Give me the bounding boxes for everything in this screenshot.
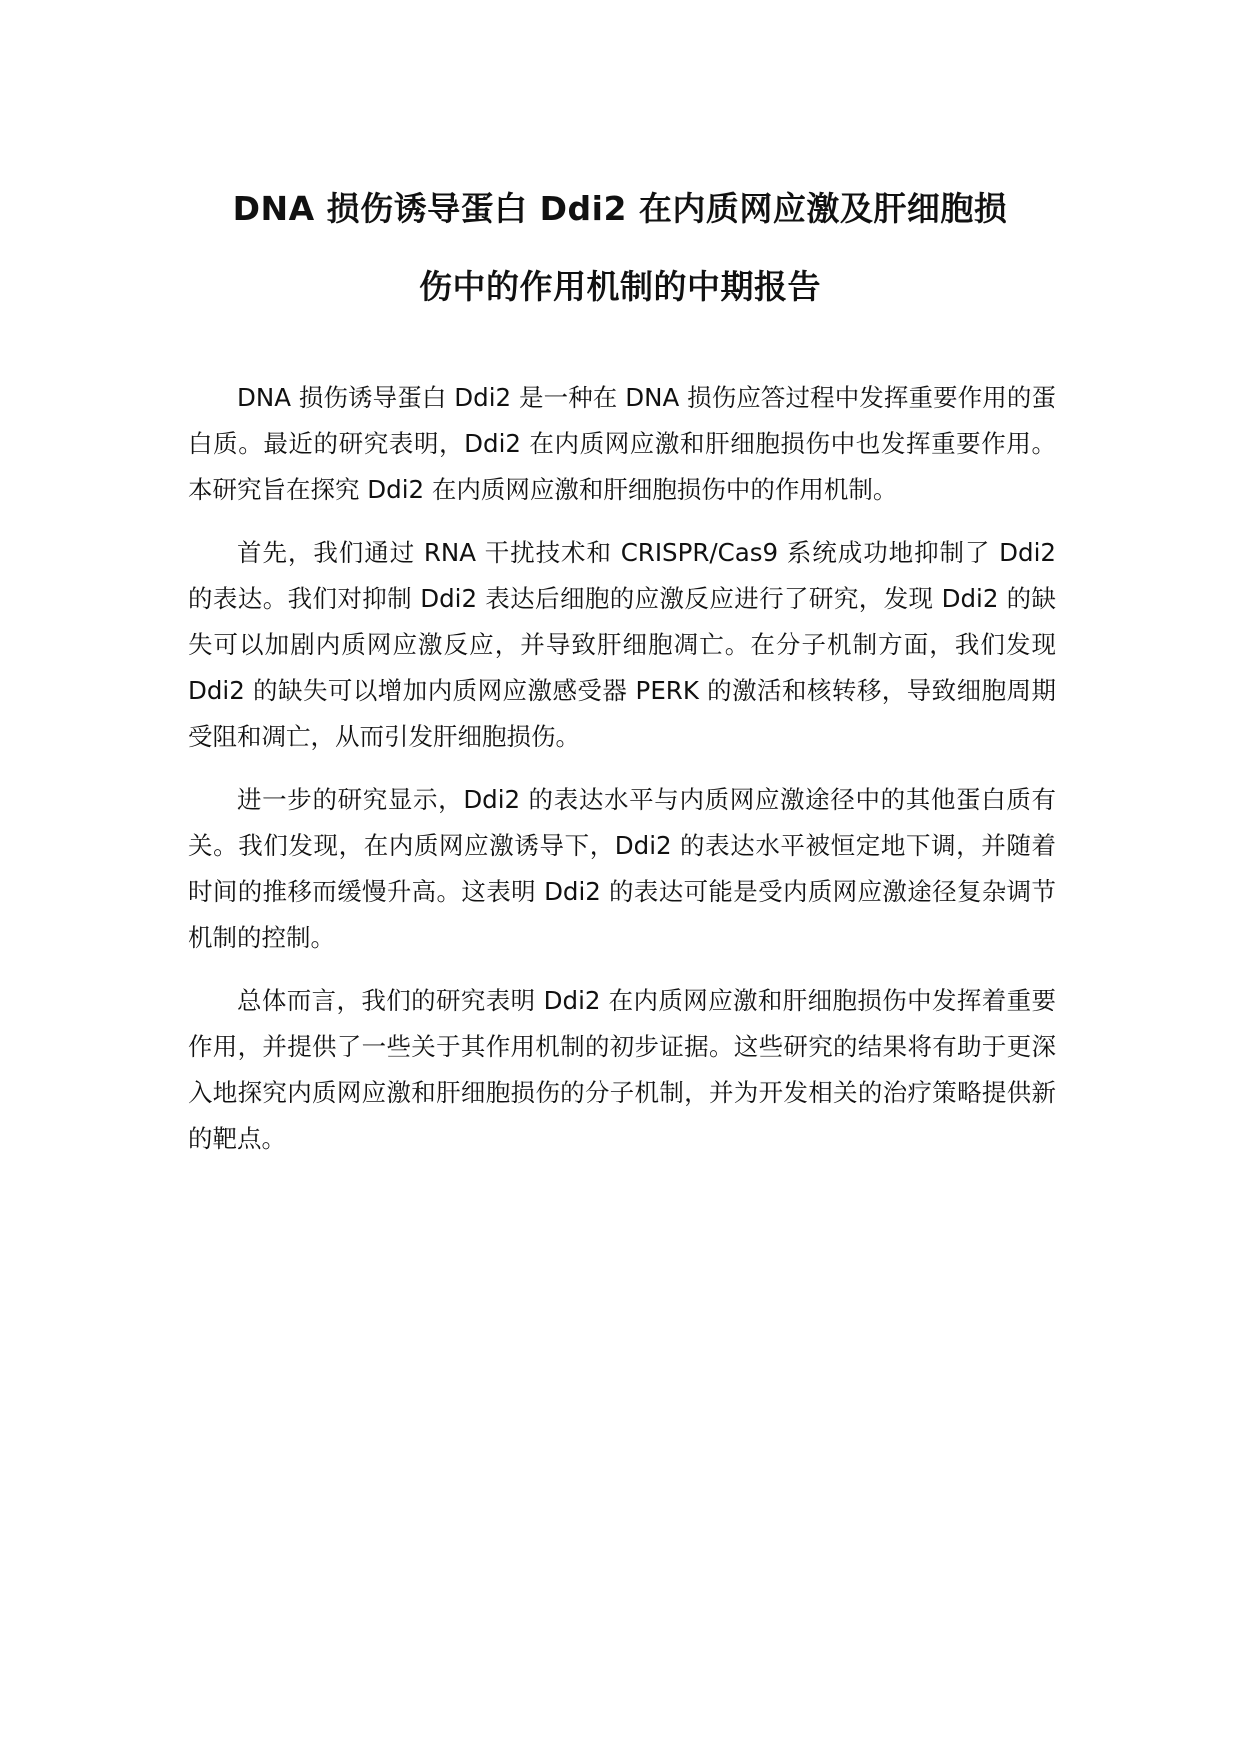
document-title: [190, 170, 1050, 326]
paragraph-conclusion: 总体而言，我们的研究表明 Ddi2 在内质网应激和肝细胞损伤中发挥着重要作用，并提供了一些关于其作用机制的初步证据。这些研究的结果将有助于更深入地探究内质网应激和肝细胞损伤的分子机制，并为开发相关的治疗策略提供新的靶点。: [188, 986, 1056, 1153]
document-body: [188, 375, 1056, 1179]
paragraph-findings: 进一步的研究显示，Ddi2 的表达水平与内质网应激途径中的其他蛋白质有关。我们发现，在内质网应激诱导下，Ddi2 的表达水平被恒定地下调，并随着时间的推移而缓慢升高。这表明 Ddi2 的表达可能是受内质网应激途径复杂调节机制的控制。: [188, 785, 1056, 952]
paragraph-intro: DNA 损伤诱导蛋白 Ddi2 是一种在 DNA 损伤应答过程中发挥重要作用的蛋白质。最近的研究表明，Ddi2 在内质网应激和肝细胞损伤中也发挥重要作用。本研究旨在探究 Ddi2 在内质网应激和肝细胞损伤中的作用机制。: [188, 383, 1056, 504]
title-line-2: 伤中的作用机制的中期报告: [419, 267, 821, 306]
paragraph-methods: 首先，我们通过 RNA 干扰技术和 CRISPR/Cas9 系统成功地抑制了 Ddi2 的表达。我们对抑制 Ddi2 表达后细胞的应激反应进行了研究，发现 Ddi2 的缺失可以加剧内质网应激反应，并导致肝细胞凋亡。在分子机制方面，我们发现 Ddi2 的缺失可以增加内质网应激感受器 PERK 的激活和核转移，导致细胞周期受阻和凋亡，从而引发肝细胞损伤。: [188, 538, 1056, 751]
title-line-1: DNA 损伤诱导蛋白 Ddi2 在内质网应激及肝细胞损: [232, 189, 1008, 228]
